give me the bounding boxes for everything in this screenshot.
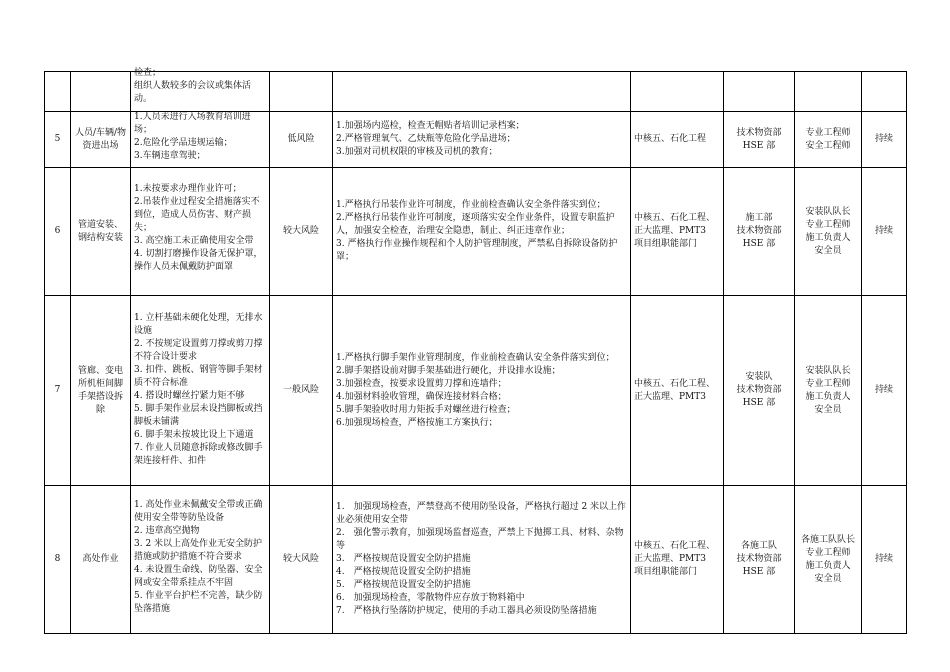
measure-line: 2.严格执行吊装作业许可制度，逐项落实安全作业条件，设置专职监护人，加强安全检查，治理安全隐患，制止、纠正违章作业； [336, 213, 615, 236]
status-cell: 持续 [862, 296, 907, 486]
unit-line: 中核五、石化工程、 [634, 541, 716, 551]
table-row [45, 296, 907, 486]
activity-cell: 高处作业 [71, 486, 131, 634]
measure-line: 4. 严格按规范设置安全防护措施 [336, 567, 471, 577]
row-number: 6 [45, 168, 71, 296]
measure-line: 4.加强材料验收管理，确保连接材料合格； [336, 391, 507, 402]
row-number: 7 [45, 296, 71, 486]
activity-cell: 管廊、变电所机柜间脚手架搭设拆除 [71, 296, 131, 486]
department-cell [724, 168, 795, 296]
measures-cell [333, 296, 631, 486]
measure-line: 2. 强化警示教育，加强现场监督巡查，严禁上下抛掷工具、材料、杂物等 [336, 528, 624, 551]
table-row [45, 72, 907, 112]
person-line: 安全员 [814, 245, 842, 256]
unit-line: 中核五、石化工程 [634, 134, 707, 144]
hazard-line: 4. 搭设时螺丝拧紧力矩不够 [134, 390, 245, 401]
hazard-line: 3. 高空施工未正确使用安全带 [134, 235, 254, 246]
responsible-unit-cell [631, 296, 724, 486]
measure-line: 7. 严格执行坠落防护规定，使用的手动工器具必须设防坠落措施 [336, 606, 597, 616]
responsible-person-cell [795, 296, 862, 486]
hazard-line: 组织人数较多的会议或集体活动。 [134, 80, 252, 104]
department-line: 施工部 [745, 213, 773, 223]
hazard-line: 2.吊装作业过程安全措施落实不到位，造成人员伤害、财产损失； [134, 196, 260, 233]
hazard-cell [131, 486, 270, 634]
measure-line: 2.严格管理氧气、乙炔瓶等危险化学品进场； [336, 134, 516, 144]
unit-line: 项目组职能部门 [634, 567, 698, 577]
row-number: 5 [45, 112, 71, 168]
hazard-line: 2. 不按规定设置剪刀撑或剪刀撑不符合设计要求 [134, 338, 263, 362]
measure-line: 1.加强场内巡检，检查无帽贴者培训记录档案； [336, 121, 525, 131]
person-line: 施工负责人 [805, 232, 851, 243]
status-cell: 持续 [862, 486, 907, 634]
risk-level-cell: 一般风险 [270, 296, 333, 486]
measure-line: 3.加强对司机权限的审核及司机的教育； [336, 147, 498, 157]
hazard-line: 1. 高处作业未佩戴安全带或正确使用安全带等防坠设备 [134, 500, 263, 523]
hazard-line: 3. 扣件、跳板、钢管等脚手架材质不符合标准 [134, 364, 263, 388]
person-line: 安全员 [814, 573, 842, 584]
table-row [45, 112, 907, 168]
responsible-person-cell [795, 486, 862, 634]
hazard-line: 检查； [134, 67, 162, 78]
measure-line: 5. 严格按规范设置安全防护措施 [336, 580, 471, 590]
hazard-cell [131, 112, 270, 168]
risk-level-cell [270, 72, 333, 112]
hazard-line: 2. 违章高空抛物 [134, 526, 200, 536]
row-number: 8 [45, 486, 71, 634]
measure-line: 2.脚手架搭设前对脚手架基础进行硬化，并设排水设施； [336, 365, 561, 376]
hazard-line: 7. 作业人员随意拆除或修改脚手架连接杆件、扣件 [134, 442, 263, 466]
responsible-person-cell [795, 168, 862, 296]
measure-line: 1.严格执行吊装作业许可制度，作业前检查确认安全条件落实到位； [336, 200, 606, 210]
department-line: 技术物资部 [736, 385, 782, 395]
unit-line: 项目组职能部门 [634, 239, 698, 249]
person-line: 专业工程师 [805, 219, 851, 230]
hazard-line: 4. 切割打磨操作设备无保护罩，操作人员未佩戴防护面罩 [134, 248, 263, 272]
status-cell: 持续 [862, 112, 907, 168]
row-number [45, 72, 71, 112]
person-line: 施工负责人 [805, 391, 851, 402]
responsible-unit-cell [631, 112, 724, 168]
risk-table [44, 67, 907, 634]
person-line: 安装队队长 [805, 365, 851, 376]
table-row [45, 486, 907, 634]
person-line: 各施工队队长 [800, 534, 855, 545]
unit-line: 正大监理、PMT3 [634, 554, 707, 564]
measure-line: 3. 严格按规范设置安全防护措施 [336, 554, 471, 564]
department-line: 各施工队 [740, 541, 777, 551]
person-line: 专业工程师 [805, 378, 851, 389]
unit-line: 正大监理、PMT3 [634, 226, 707, 236]
measure-line: 3.加强检查，按要求设置剪刀撑和连墙件； [336, 378, 507, 389]
hazard-line: 1.未按要求办理作业许可； [134, 183, 242, 194]
hazard-line: 4. 未设置生命线、防坠器、安全网或安全带系挂点不牢固 [134, 565, 263, 588]
department-line: HSE 部 [742, 398, 776, 408]
hazard-line: 5. 脚手架作业层未设挡脚板或挡脚板未铺满 [134, 403, 263, 427]
measure-line: 6.加强现场检查，严格按施工方案执行； [336, 417, 498, 428]
department-cell [724, 486, 795, 634]
risk-level-cell: 低风险 [270, 112, 333, 168]
person-line: 安全员 [814, 404, 842, 415]
department-line: HSE 部 [742, 239, 776, 249]
department-line: HSE 部 [742, 567, 776, 577]
measure-line: 6. 加强现场检查，零散物件应存放于物料箱中 [336, 593, 525, 603]
unit-line: 中核五、石化工程、 [634, 378, 716, 389]
hazard-line: 5. 作业平台护栏不完善，缺少防坠落措施 [134, 591, 263, 614]
person-line: 专业工程师 [805, 127, 851, 138]
department-cell [724, 72, 795, 112]
hazard-line: 2.危险化学品违规运输； [134, 138, 233, 148]
status-cell [862, 72, 907, 112]
measures-cell [333, 72, 631, 112]
measure-line: 1.严格执行脚手架作业管理制度，作业前检查确认安全条件落实到位； [336, 352, 615, 363]
hazard-line: 1.人员未进行入场教育培训进场； [134, 112, 251, 135]
status-cell: 持续 [862, 168, 907, 296]
person-line: 专业工程师 [805, 547, 851, 558]
department-cell [724, 112, 795, 168]
activity-cell: 人员/车辆/物资进出场 [71, 112, 131, 168]
department-cell [724, 296, 795, 486]
hazard-line: 6. 脚手架未按坡比设上下通道 [134, 429, 254, 440]
unit-line: 正大监理、PMT3 [634, 391, 707, 402]
measure-line: 1. 加强现场检查，严禁登高不使用防坠设备，严格执行超过 2 米以上作业必须使用安全带 [336, 502, 627, 525]
activity-cell: 管道安装、钢结构安装 [71, 168, 131, 296]
department-line: 安装队 [745, 372, 773, 382]
hazard-line: 1. 立杆基础未硬化处理，无排水设施 [134, 312, 263, 336]
responsible-unit-cell [631, 168, 724, 296]
hazard-cell [131, 168, 270, 296]
hazard-line: 3.车辆违章驾驶； [134, 151, 206, 161]
measures-cell [333, 486, 631, 634]
hazard-line: 3. 2 米以上高处作业无安全防护措施或防护措施不符合要求 [134, 539, 263, 562]
person-line: 安全工程师 [805, 140, 851, 151]
responsible-unit-cell [631, 72, 724, 112]
hazard-cell [131, 67, 270, 112]
risk-level-cell: 较大风险 [270, 168, 333, 296]
measure-line: 5.脚手架验收时用力矩扳手对螺丝进行检查； [336, 404, 516, 415]
department-line: 技术物资部 [736, 554, 782, 564]
department-line: 技术物资部 [736, 226, 782, 236]
activity-cell [71, 72, 131, 112]
unit-line: 中核五、石化工程、 [634, 213, 716, 223]
responsible-person-cell [795, 72, 862, 112]
responsible-person-cell [795, 112, 862, 168]
measure-line: 3. 严格执行作业操作规程和个人防护管理制度，严禁私自拆除设备防护罩； [336, 239, 618, 262]
hazard-cell [131, 296, 270, 486]
measures-cell [333, 168, 631, 296]
table-row [45, 168, 907, 296]
risk-level-cell: 较大风险 [270, 486, 333, 634]
responsible-unit-cell [631, 486, 724, 634]
table-body [45, 67, 907, 634]
department-line: HSE 部 [742, 140, 776, 151]
department-line: 技术物资部 [736, 127, 782, 138]
measures-cell [333, 112, 631, 168]
person-line: 安装队队长 [805, 206, 851, 217]
person-line: 施工负责人 [805, 560, 851, 571]
